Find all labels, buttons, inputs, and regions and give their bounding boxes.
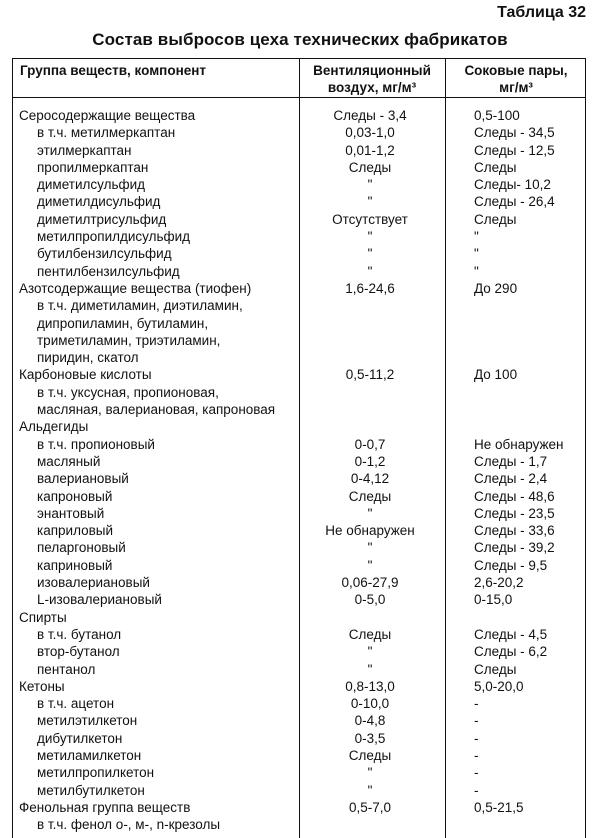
juice-vapor-value: Не обнаружен [474,436,564,452]
table-row [0,678,600,695]
table-row [0,211,600,228]
table-row [0,107,600,124]
juice-vapor-value: Следы - 2,4 [474,471,548,487]
header-juice-vapors [446,62,586,96]
ventilation-value: " [367,505,373,521]
component-name: каприловый [37,523,114,539]
table-row [0,782,600,799]
ventilation-value: " [367,177,373,193]
table-row [0,436,600,453]
component-name: пропилмеркаптан [37,159,149,175]
juice-vapor-value: - [474,713,479,729]
juice-vapor-value: Следы - 48,6 [474,488,555,504]
ventilation-value: 0,5-11,2 [345,367,395,383]
table-row [0,245,600,262]
component-name: в т.ч. пропионовый [37,436,155,452]
table-row [0,505,600,522]
ventilation-value: Следы [348,159,392,175]
ventilation-value: 0-3,5 [354,730,386,746]
table-row [0,539,600,556]
juice-vapor-value: Следы [474,159,517,175]
component-name: каприновый [37,557,113,573]
ventilation-value: " [367,782,373,798]
table-row [0,142,600,159]
table-row [0,488,600,505]
table-row [0,263,600,280]
table-row [0,643,600,660]
component-name: метилбутилкетон [37,782,145,798]
component-name: бутилбензилсульфид [37,246,172,262]
table-title: Состав выбросов цеха технических фабрикатов [92,30,508,49]
component-name: дибутилкетон [37,730,123,746]
ventilation-value: 1,6-24,6 [345,280,395,296]
table-row [0,315,600,332]
component-name: пиридин, скатол [37,350,139,366]
juice-vapor-value: Следы - 23,5 [474,505,555,521]
table-row [0,470,600,487]
table-row [0,695,600,712]
ventilation-value: " [367,263,373,279]
header-ventilation-line1: Вентиляционный [313,63,431,78]
juice-vapor-value: 5,0-20,0 [474,678,524,694]
component-name: в т.ч. ацетон [37,696,115,712]
ventilation-value: " [367,246,373,262]
juice-vapor-value: - [474,765,479,781]
juice-vapor-value: 0,5-21,5 [474,799,524,815]
ventilation-value: 0,03-1,0 [345,125,395,141]
ventilation-value: " [367,229,373,245]
header-juice-line2: мг/м³ [499,80,533,95]
component-name: пентанол [37,661,96,677]
component-name: энантовый [37,505,105,521]
component-name: в т.ч. уксусная, пропионовая, [37,384,219,400]
juice-vapor-value: Следы - 12,5 [474,142,555,158]
table-row [0,159,600,176]
table-row [0,349,600,366]
table-row [0,401,600,418]
ventilation-value: " [367,540,373,556]
header-divider [12,97,586,98]
ventilation-value: 0,01-1,2 [345,142,395,158]
table-row [0,453,600,470]
juice-vapor-value: 0-15,0 [474,592,513,608]
juice-vapor-value: До 290 [474,280,518,296]
header-ventilation-line2: воздух, мг/м³ [327,80,417,95]
table-row [0,661,600,678]
table-row [0,626,600,643]
ventilation-value: " [367,661,373,677]
table-row [0,816,600,833]
table-row [0,332,600,349]
ventilation-value: Отсутствует [332,211,408,227]
table-row [0,747,600,764]
component-name: в т.ч. диметиламин, диэтиламин, [37,298,243,314]
table-row [0,384,600,401]
component-name: Карбоновые кислоты [19,367,152,383]
ventilation-value: 0-4,8 [354,713,386,729]
component-name: метилпропилдисульфид [37,229,191,245]
ventilation-value: 0-1,2 [354,453,386,469]
ventilation-value: Следы - 3,4 [333,108,407,123]
component-name: метиламилкетон [37,747,142,763]
table-row [0,228,600,245]
header-ventilation [300,62,444,96]
component-name: пеларгоновый [37,540,126,556]
component-name: Фенольная группа веществ [19,799,191,815]
table-row [0,574,600,591]
table-row [0,799,600,816]
header-juice-line1: Соковые пары, [464,63,568,78]
ventilation-value: " [367,644,373,660]
component-name: L-изовалериановый [37,592,162,608]
component-name: триметиламин, триэтиламин, [37,332,221,348]
juice-vapor-value: Следы [474,661,517,677]
table-row [0,712,600,729]
table-row [0,280,600,297]
juice-vapor-value: Следы - 26,4 [474,194,555,210]
juice-vapor-value: Следы - 33,6 [474,523,555,539]
component-name: изовалериановый [37,575,150,591]
table-row [0,193,600,210]
juice-vapor-value: 2,6-20,2 [474,575,524,591]
table-row [0,522,600,539]
table-row [0,297,600,314]
ventilation-value: 0,8-13,0 [345,678,395,694]
component-name: пентилбензилсульфид [37,263,180,279]
table-row [0,591,600,608]
table-row [0,418,600,435]
juice-vapor-value: - [474,747,479,763]
ventilation-value: Следы [348,626,392,642]
component-name: в т.ч. метилмеркаптан [37,125,176,141]
component-name: втор-бутанол [37,644,120,660]
table-row [0,557,600,574]
component-name: этилмеркаптан [37,142,132,158]
juice-vapor-value: Следы - 9,5 [474,557,548,573]
juice-vapor-value: Следы - 6,2 [474,644,548,660]
juice-vapor-value: Следы - 1,7 [474,453,548,469]
component-name: в т.ч. бутанол [37,626,122,642]
table-row [0,730,600,747]
component-name: валериановый [37,471,129,487]
ventilation-value: Следы [348,488,392,504]
juice-vapor-value: - [474,696,479,712]
ventilation-value: 0,5-7,0 [348,799,392,815]
table-row [0,764,600,781]
juice-vapor-value: Следы- 10,2 [474,177,551,193]
juice-vapor-value: Следы - 34,5 [474,125,555,141]
component-name: масляная, валериановая, капроновая [37,402,276,418]
juice-vapor-value: До 100 [474,367,518,383]
juice-vapor-value: - [474,730,479,746]
juice-vapor-value: Следы - 39,2 [474,540,555,556]
component-name: диметилдисульфид [37,194,161,210]
table-row [0,609,600,626]
component-name: метилпропилкетон [37,765,155,781]
ventilation-value: " [367,557,373,573]
ventilation-value: 0-4,12 [350,471,390,487]
ventilation-value: " [367,765,373,781]
juice-vapor-value: - [474,782,479,798]
juice-vapor-value: Следы [474,211,517,227]
juice-vapor-value: 0,5-100 [474,108,520,123]
ventilation-value: 0-10,0 [350,696,390,712]
ventilation-value: 0,06-27,9 [341,575,399,591]
component-name: масляный [37,453,101,469]
table-row [0,124,600,141]
table-body [0,107,600,833]
juice-vapor-value: Следы - 4,5 [474,626,548,642]
ventilation-value: Не обнаружен [325,523,415,539]
component-name: Кетоны [19,678,65,694]
component-name: диметилсульфид [37,177,145,193]
component-name: капроновый [37,488,113,504]
component-name: Азотсодержащие вещества (тиофен) [19,280,252,296]
component-name: метилэтилкетон [37,713,138,729]
component-name: Серосодержащие вещества [19,108,196,123]
header-component: Группа веществ, компонент [20,63,207,78]
ventilation-value: 0-0,7 [354,436,386,452]
component-name: Альдегиды [19,419,89,435]
ventilation-value: " [367,194,373,210]
juice-vapor-value: " [474,246,479,262]
table-row [0,366,600,383]
table-row [0,176,600,193]
component-name: дипропиламин, бутиламин, [37,315,209,331]
ventilation-value: 0-5,0 [354,592,386,608]
ventilation-value: Следы [348,747,392,763]
juice-vapor-value: " [474,263,479,279]
table-number: Таблица 32 [497,4,586,21]
component-name: Спирты [19,609,67,625]
component-name: диметилтрисульфид [37,211,167,227]
juice-vapor-value: " [474,229,479,245]
component-name: в т.ч. фенол о-, м-, n-крезолы [37,817,221,833]
